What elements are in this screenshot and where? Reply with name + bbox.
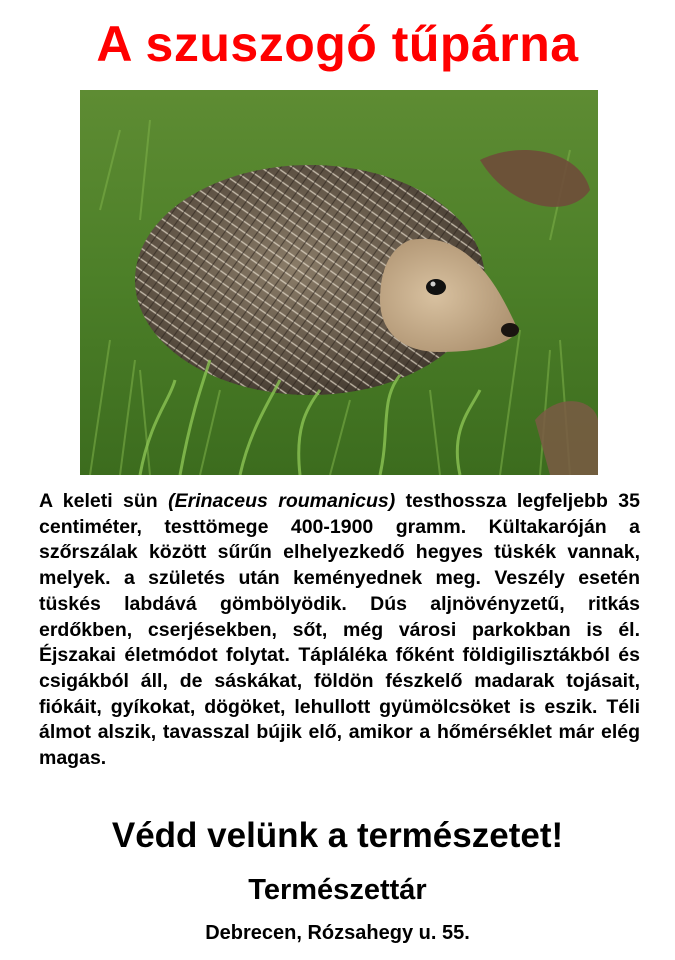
address: Debrecen, Rózsahegy u. 55. [205, 922, 470, 944]
organization-name: Természettár [248, 874, 427, 906]
article-text [39, 489, 640, 772]
latin-name: (Erinaceus roumanicus) [168, 490, 396, 512]
hedgehog-photo [80, 90, 598, 475]
article-text-part2: testhossza legfeljebb 35 centiméter, testtömege 400-1900 gramm. Kültakaróján a szőrszálak között sűrűn elhelyezkedő hegyes tüskék vannak, melyek. a születés után keményednek meg. Veszély esetén tüskés labdává gömbölyödik. Dús aljnövényzetű, ritkás erdőkben, cserjésekben, sőt, még városi parkokban is él. Éjszakai életmódot folytat. Tápláléka főként földigilisztákból és csigákból áll, de sáskákat, földön fészkelő madarak tojásait, fiókáit, gyíkokat, dögöket, lehullott gyümölcsöket is eszik. Téli álmot alszik, tavasszal bújik elő, amikor a hőmérséklet már elég magas. [39, 490, 640, 770]
hedgehog-illustration [80, 90, 598, 475]
article-text-part1: A keleti sün [39, 490, 169, 512]
slogan: Védd velünk a természetet! [111, 816, 564, 855]
page-title: A szuszogó tűpárna [96, 16, 579, 72]
